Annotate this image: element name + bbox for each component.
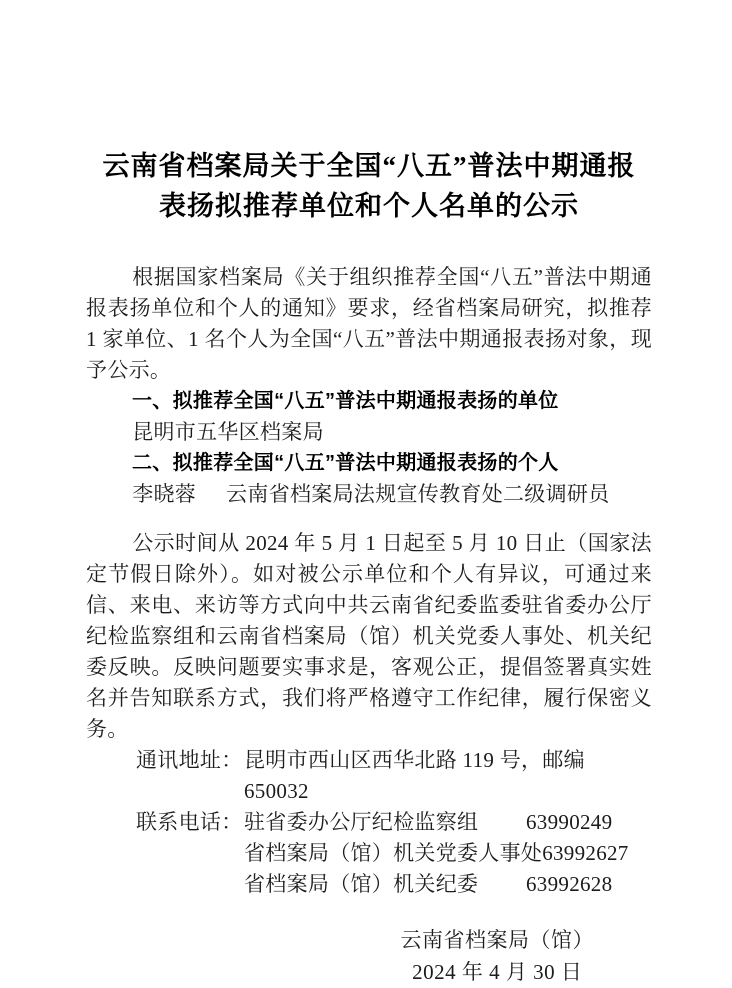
phone-number: 63990249 [526, 810, 613, 834]
phone-org-name: 省档案局（馆）机关党委人事处 [244, 841, 543, 865]
phone-org-name: 省档案局（馆）机关纪委 [244, 872, 479, 896]
phone-label: 联系电话： [136, 810, 243, 834]
intro-paragraph: 根据国家档案局《关于组织推荐全国“八五”普法中期通报表扬单位和个人的通知》要求，经省档案局研究，拟推荐 1 家单位、1 名个人为全国“八五”普法中期通报表扬对象，现予公示。 [86, 265, 652, 382]
title-line-1: 云南省档案局关于全国“八五”普法中期通报 [102, 151, 636, 181]
notice-paragraph: 公示时间从 2024 年 5 月 1 日起至 5 月 10 日止（国家法定节假日除外）。如对被公示单位和个人有异议，可通过来信、来电、来访等方式向中共云南省纪委监委驻省委办公厅纪检监察组和云南省档案局（馆）机关党委人事处、机关纪委反映。反映问题要实事求是，客观公正，提倡签署真实姓名并告知联系方式，我们将严格遵守工作纪律，履行保密义务。 [86, 531, 652, 741]
section-1-heading: 一、拟推荐全国“八五”普法中期通报表扬的单位 [132, 390, 559, 412]
section-1-item: 昆明市五华区档案局 [132, 420, 324, 444]
address-value: 昆明市西山区西华北路 119 号，邮编 650032 [244, 748, 585, 803]
contact-phone-row [136, 807, 652, 838]
person-name: 李晓蓉 [132, 482, 197, 506]
contact-phone-row [136, 869, 652, 900]
contact-block [86, 745, 652, 900]
section-2-heading: 二、拟推荐全国“八五”普法中期通报表扬的个人 [132, 452, 559, 474]
phone-org-name: 驻省委办公厅纪检监察组 [244, 810, 479, 834]
signature-date: 2024 年 4 月 30 日 [412, 960, 583, 984]
title-line-2: 表扬拟推荐单位和个人名单的公示 [159, 191, 579, 221]
phone-number: 63992628 [526, 872, 613, 896]
signature-block [401, 924, 595, 988]
document-title [86, 146, 652, 226]
section-2-item [86, 479, 652, 510]
address-label: 通讯地址： [136, 748, 243, 772]
signature-org: 云南省档案局（馆） [400, 928, 594, 952]
phone-number: 63992627 [542, 841, 629, 865]
person-title: 云南省档案局法规宣传教育处二级调研员 [226, 482, 610, 506]
contact-phone-row [136, 838, 652, 869]
contact-address-row [136, 745, 652, 807]
